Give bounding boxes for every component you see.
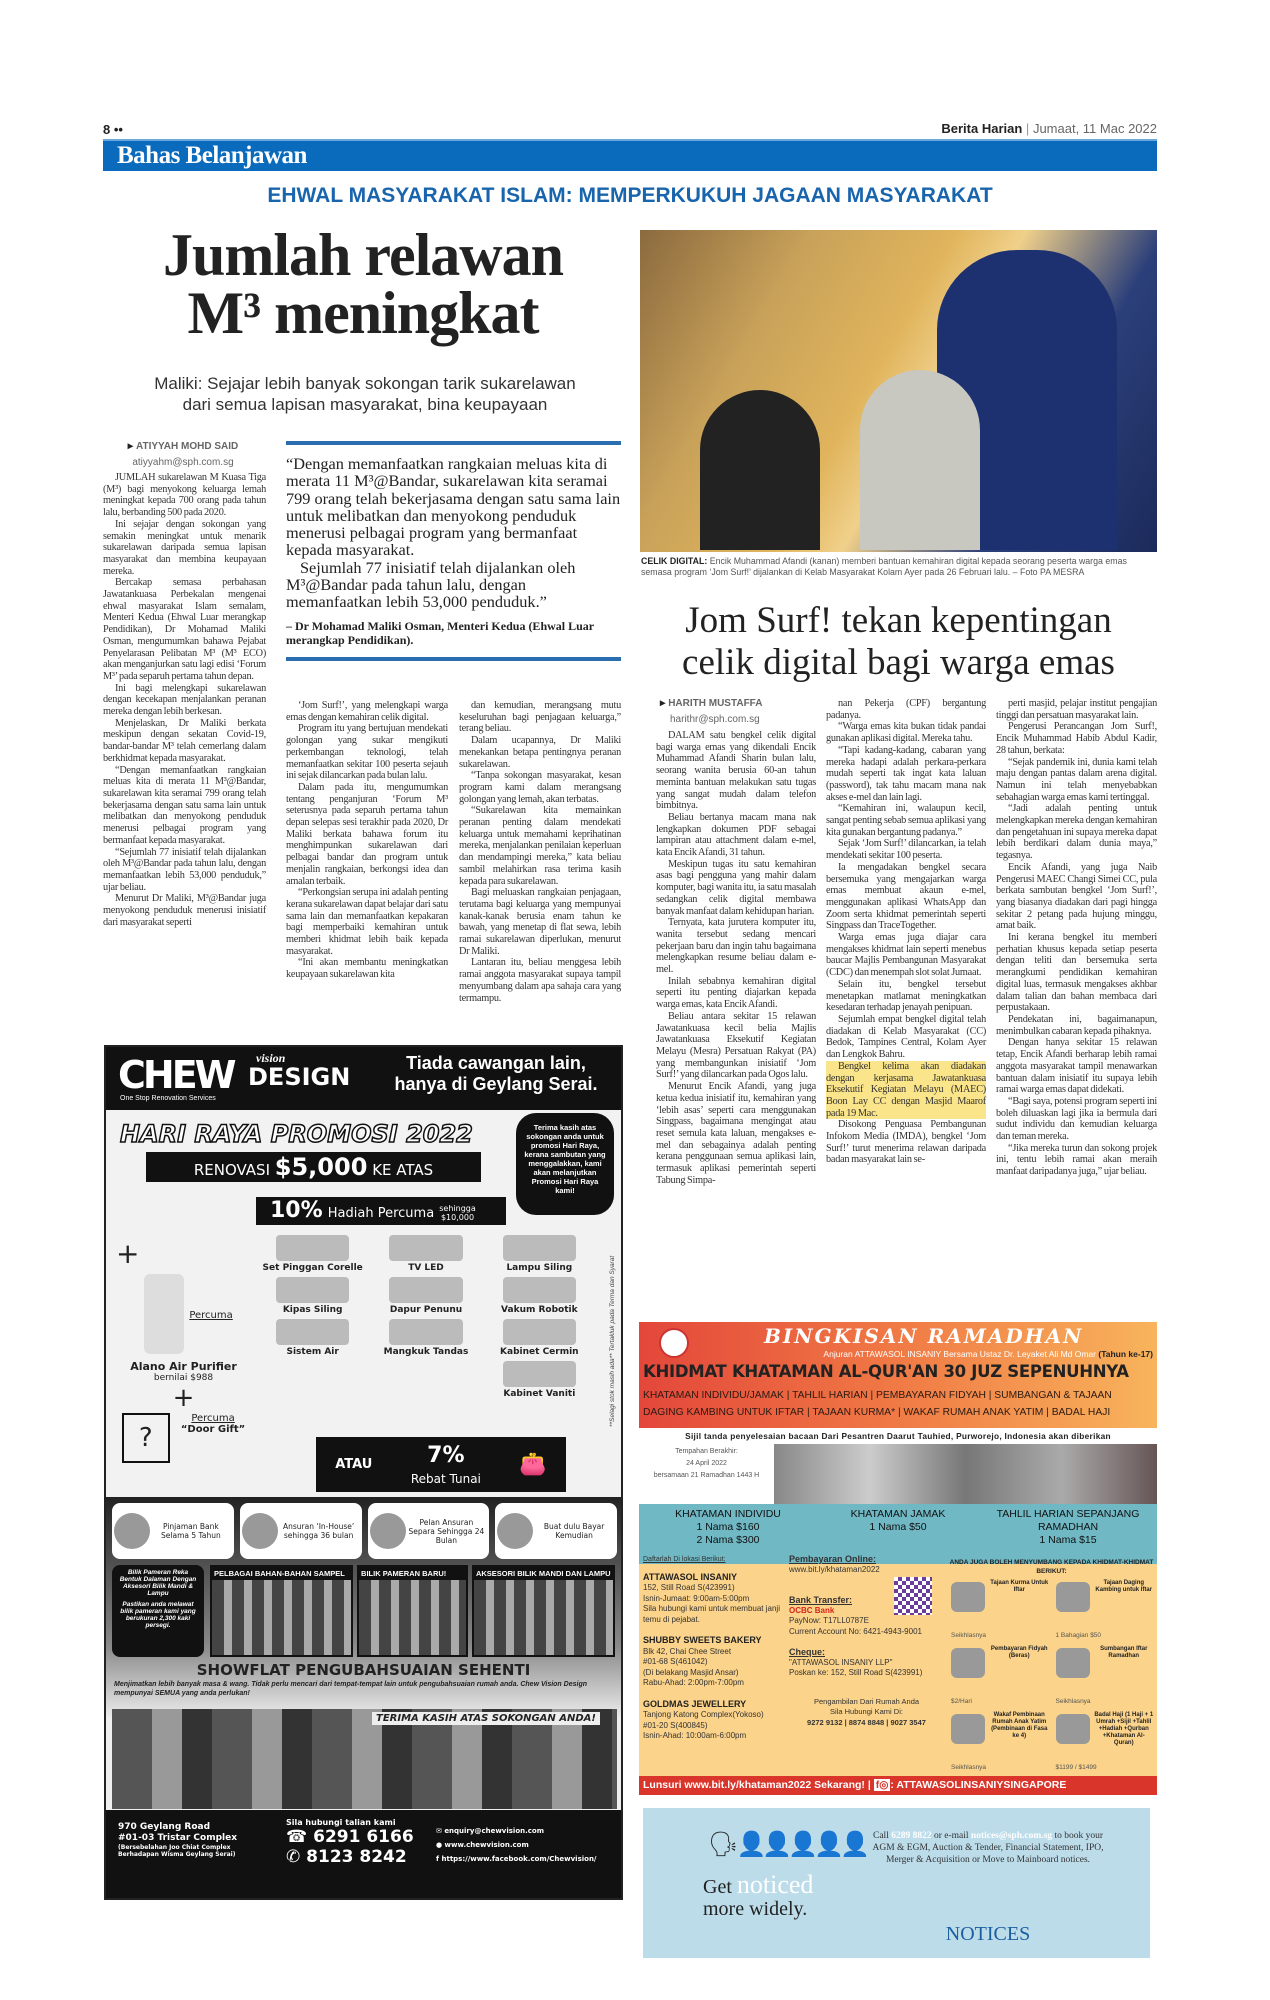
qr-code[interactable] bbox=[894, 1577, 932, 1615]
issue-date: Jumaat, 11 Mac 2022 bbox=[1032, 121, 1157, 136]
donation-icon bbox=[1056, 1714, 1090, 1744]
gift-banner: 10% Hadiah Percuma sehingga $10,000 bbox=[256, 1197, 506, 1225]
donation-icon bbox=[951, 1714, 985, 1744]
paragraph: Menurut Encik Afandi, yang juga ketua kedua inisiatif itu, kemahiran yang ‘lebih asas’ seperti cara menggunakan Singpass, bagaimana mengingat atau reset semula kata laluan, mengakses e-mel dan sebagainya adalah penting kerana penggunaan semua aplikasi lain, termasuk aplikasi pemerintah seperti Tabung Simpa- bbox=[656, 1081, 816, 1186]
paragraph: Bercakap semasa perbahasan Jawatankuasa Perbekalan mengenai ehwal masyarakat Islam semalam, Menteri Kedua (Ehwal Luar merangkap Pendidikan), Dr Mohamad Maliki Osman, mengumumkan bahawa Pejabat Penyelarasan Pelibatan M³ (M³ ECO) akan menganjurkan satu lagi edisi ‘Forum M³’ pada separuh pertama tahun depan. bbox=[103, 577, 266, 682]
gift-item: Kabinet Vaniti bbox=[483, 1361, 596, 1399]
ramadhan-footer: Lunsuri www.bit.ly/khataman2022 Sekarang! | f◎ : ATTAWASOLINSANIYSINGAPORE bbox=[639, 1776, 1157, 1795]
chew-contact-footer bbox=[106, 1810, 621, 1898]
highlighted-paragraph: Bengkel kelima akan diadakan dengan kerjasama Jawatankuasa Eksekutif Kegiatan Melayu (MAEC) Boon Lay CC dengan Masjid Maarof pada 19 Mac. bbox=[826, 1060, 986, 1119]
article-1-col-1 bbox=[103, 472, 266, 928]
paragraph: Pengerusi Perancangan Jom Surf!, Encik Muhammad Habib Abdul Kadir, 28 tahun, berkata: bbox=[996, 721, 1157, 756]
paragraph: Program itu yang bertujuan mendekati golongan yang sukar mengikuti perkembangan teknologi, telah memanfaatkan sekitar 100 peserta sejauh ini sejak dilancarkan pada bulan lalu. bbox=[286, 723, 448, 782]
donation-option: Badal Haji (1 Haji + 1 Umrah +Sijil +Tahlil +Hadiah +Qurban +Khataman Al-Quran) $1199 / $1499 bbox=[1055, 1712, 1154, 1771]
facebook-icon: f bbox=[436, 1855, 440, 1863]
page-number-text: 8 bbox=[103, 122, 111, 137]
topic-header: EHWAL MASYARAKAT ISLAM: MEMPERKUKUH JAGAAN MASYARAKAT bbox=[267, 184, 993, 207]
photo-person-left bbox=[700, 390, 820, 550]
door-gift-label: “Door Gift” bbox=[180, 1424, 246, 1435]
gift-item: Set Pinggan Corelle bbox=[256, 1235, 369, 1273]
chew-phones: Sila hubungi talian kami ☎ 6291 6166 ✆ 8123 8242 bbox=[286, 1818, 414, 1867]
phone-icon: ☎ bbox=[286, 1827, 308, 1847]
globe-icon: ● bbox=[436, 1841, 443, 1849]
article-1-col-3 bbox=[459, 700, 621, 1004]
gift-item-image bbox=[276, 1277, 349, 1303]
notices-body: Call 6289 8822 or e-mail notices@sph.com.sg to book your AGM & EGM, Auction & Tender, Financial Statement, IPO, Merger & Acquisition or Move to Mainboard notices. bbox=[872, 1831, 1104, 1865]
services-line-2: DAGING KAMBING UNTUK IFTAR | TAJAAN KURMA* | WAKAF RUMAH ANAK YATIM | BADAL HAJI bbox=[643, 1407, 1111, 1418]
article-1-byline bbox=[103, 440, 263, 470]
gift-item: Lampu Siling bbox=[483, 1235, 596, 1273]
ramadhan-headline: KHIDMAT KHATAMAN AL-QUR'AN 30 JUZ SEPENUHNYA bbox=[643, 1362, 1129, 1381]
chew-logo-script: vision bbox=[256, 1051, 286, 1065]
headline-line-1: Jom Surf! tekan kepentingan bbox=[685, 600, 1112, 641]
rebate-banner: ATAU 7% Rebat Tunai 👛 bbox=[316, 1437, 566, 1492]
gift-item-image bbox=[276, 1235, 349, 1261]
pull-quote bbox=[286, 441, 621, 661]
gift-item-image bbox=[276, 1319, 349, 1345]
quote-rule-top bbox=[286, 441, 621, 445]
chew-tagline: One Stop Renovation Services bbox=[120, 1095, 216, 1102]
email-link[interactable]: ✉ enquiry@chewvision.com bbox=[436, 1827, 545, 1835]
gallery-panel: BILIK PAMERAN BARU! bbox=[357, 1565, 468, 1657]
paragraph: Bagi meluaskan rangkaian penjagaan, terutama bagi keluarga yang mempunyai kanak-kanak berusia enam tahun ke bawah, yang menetap di flat sewa, lebih ramai sukarelawan diperlukan, menurut Dr Maliki. bbox=[459, 887, 621, 957]
plan-icon bbox=[497, 1513, 533, 1549]
facebook-instagram-icons: f◎ bbox=[875, 1779, 889, 1791]
quote-text: “Dengan memanfaatkan rangkaian meluas kita di merata 11 M³@Bandar, sukarelawan kita seramai 799 orang telah bekerjasama dengan satu sama lain untuk melibatkan dan menyokong penduduk menerusi pelbagai program yang bermanfaat kepada masyarakat. Sejumlah 77 inisiatif telah dijalankan oleh M³@Bandar pada tahun lalu, dengan memanfaatkan lebih 53,000 penduduk.” bbox=[286, 454, 621, 612]
paragraph: “Bagi saya, potensi program seperti ini boleh diluaskan lagi jika ia bermula dari sudut individu dan kemudian keluarga dan teman mereka. bbox=[996, 1095, 1157, 1143]
paragraph: “Dengan memanfaatkan rangkaian meluas kita di merata 11 M³@Bandar, sukarelawan kita seramai 799 orang telah bekerjasama dengan satu sama lain untuk melibatkan dan menyokong penduduk menerusi pelbagai program yang bermanfaat kepada masyarakat. bbox=[103, 764, 266, 846]
bingkisan-ramadhan-ad bbox=[639, 1322, 1157, 1795]
gift-item: Vakum Robotik bbox=[483, 1277, 596, 1315]
gift-items-grid bbox=[256, 1235, 596, 1399]
org-logo bbox=[659, 1328, 689, 1358]
payment-plans-row bbox=[112, 1503, 617, 1559]
promo-title: HARI RAYA PROMOSI 2022 bbox=[120, 1120, 473, 1148]
notices-tagline: Get noticed more widely. bbox=[703, 1870, 814, 1920]
headline-line-2: M³ meningkat bbox=[187, 280, 539, 346]
paragraph: “Sukarelawan kita memainkan peranan penting dalam mendekati keluarga untuk memahami keprihatinan mereka, menjalankan penilaian keperluan dan mendampingi mereka,” kata beliau sambil melahirkan rasa terima kasih kepada para sukarelawan. bbox=[459, 805, 621, 887]
donation-options: ANDA JUGA BOLEH MENYUMBANG KEPADA KHIDMAT-KHIDMAT BERIKUT: Tajaan Kurma Untuk Iftar Seikhlasnya Tajaan Daging Kambing untuk Iftar 1 Bahagian $50 Pembayaran Fidyah (Beras) $2/Hari Sumbangan Iftar Ramadhan Seikhlasnya Wakaf Pembinaan Rumah Anak Yatim (Pembinaan di Fasa ke 4) Seikhlasnya Badal Haji (1 Haji + 1 Umrah +Sijil +Tahlil +Hadiah +Qurban +Khataman Al-Quran) $1199 / $1499 bbox=[949, 1558, 1154, 1774]
chew-vision-ad bbox=[104, 1045, 623, 1900]
thanks-banner: TERIMA KASIH ATAS SOKONGAN ANDA! bbox=[372, 1712, 600, 1725]
article-2-col-3 bbox=[996, 698, 1157, 1178]
paragraph: Menurut Dr Maliki, M³@Bandar juga menyokong penduduk menerusi inisiatif dari masyarakat seperti bbox=[103, 893, 266, 928]
payment-plan: Pinjaman Bank Selama 5 Tahun bbox=[112, 1503, 234, 1559]
paragraph: Sejak ‘Jom Surf!’ dilancarkan, ia telah mendekati sekitar 100 peserta. bbox=[826, 838, 986, 862]
plan-icon bbox=[242, 1513, 278, 1549]
pickup-phones: 9272 9132 | 8874 8848 | 9027 3547 bbox=[807, 1717, 926, 1727]
donation-option: Sumbangan Iftar Ramadhan Seikhlasnya bbox=[1055, 1646, 1148, 1705]
paragraph: Selain itu, bengkel tersebut menetapkan matlamat meningkatkan kesedaran terhadap jenayah penipuan. bbox=[826, 978, 986, 1014]
notices-phone: 6289 8822 bbox=[891, 1831, 932, 1841]
author-email: harithr@sph.com.sg bbox=[670, 714, 760, 725]
donation-icon bbox=[951, 1648, 985, 1678]
showflat-subtitle: Menjimatkan lebih banyak masa & wang. Tidak perlu mencari dari tempat-tempat lain untuk pengubahsuaian rumah anda. Chew Vision Design mempunyai SEMUA yang anda perlukan! bbox=[114, 1681, 587, 1697]
air-purifier-image bbox=[144, 1274, 184, 1354]
article-2-byline bbox=[660, 697, 810, 727]
percuma-label: Percuma bbox=[191, 1413, 235, 1424]
gift-item-image bbox=[503, 1277, 576, 1303]
ramadhan-header bbox=[639, 1322, 1157, 1428]
photo-caption: CELIK DIGITAL: Encik Muhammad Afandi (kanan) memberi bantuan kemahiran digital kepada seorang peserta warga emas semasa program ‘Jom Surf!’ dijalankan di Kelab Masyarakat Kolam Ayer pada 26 Februari lalu. – Foto PA MESRA bbox=[641, 556, 1127, 577]
signup-link[interactable]: Lunsuri www.bit.ly/khataman2022 Sekarang! | bbox=[643, 1779, 871, 1791]
program-photos bbox=[774, 1444, 1157, 1504]
plan-icon bbox=[114, 1513, 150, 1549]
photo-person-elder bbox=[860, 370, 980, 550]
gift-item-image bbox=[503, 1361, 576, 1387]
register-location: GOLDMAS JEWELLERY Tanjong Katong Complex(Yokoso) #01-20 S(400845) Isnin-Ahad: 10:00am-6:00pm bbox=[643, 1698, 764, 1740]
gift-item: Sistem Air bbox=[256, 1319, 369, 1357]
notices-brand: NOTICES bbox=[945, 1923, 1031, 1945]
author-name: ▸ HARITH MUSTAFFA bbox=[660, 697, 763, 709]
gift-item-image bbox=[503, 1235, 576, 1261]
online-payment-link[interactable]: www.bit.ly/khataman2022 bbox=[789, 1564, 880, 1574]
page-number: 8 •• bbox=[103, 122, 123, 137]
showflat-title: SHOWFLAT PENGUBAHSUAIAN SEHENTI bbox=[196, 1661, 531, 1679]
customer-photos bbox=[112, 1709, 617, 1809]
payment-info: Pembayaran Online: www.bit.ly/khataman2022 Bank Transfer: OCBC Bank PayNow: T17LL0787E Current Account No: 6421-4943-9001 Cheque: "ATTAWASOL INSANIY LLP" Poskan ke: 152, Still Road S(423991) Pengambilan Dari Rumah Anda Sila Hubungi Kami Di: 9272 9132 | 8874 8848 | 9027 3547 bbox=[789, 1554, 944, 1728]
showroom-gallery bbox=[210, 1565, 615, 1657]
donation-icon bbox=[1056, 1648, 1090, 1678]
paragraph: “Sejumlah 77 inisiatif telah dijalankan oleh M³@Bandar pada tahun lalu, dengan memanfaatkan lebih 53,000 penduduk,” ujar beliau. bbox=[103, 846, 266, 893]
ocbc-logo: OCBC Bank bbox=[789, 1605, 835, 1615]
chew-slogan: Tiada cawangan lain, hanya di Geylang Serai. bbox=[394, 1053, 598, 1094]
article-2-col-1 bbox=[656, 730, 816, 1186]
headline-line-2: celik digital bagi warga emas bbox=[682, 642, 1115, 683]
renovasi-banner: RENOVASI $5,000 KE ATAS bbox=[146, 1152, 481, 1182]
donation-option: Wakaf Pembinaan Rumah Anak Yatim (Pembinaan di Fasa ke 4) Seikhlasnya bbox=[951, 1712, 1048, 1771]
gift-item: Mangkuk Tandas bbox=[369, 1319, 482, 1357]
showroom-note: Bilik Pameran Reka Bentuk Dalaman Dengan Aksesori Bilik Mandi & Lampu Pastikan anda melawat bilik pameran kami yang berukuran 2,300 kaki persegi. bbox=[112, 1565, 204, 1657]
services-line-1: KHATAMAN INDIVIDU/JAMAK | TAHLIL HARIAN | PEMBAYARAN FIDYAH | SUMBANGAN & TAJAAN bbox=[643, 1390, 1112, 1401]
article-2-col-2 bbox=[826, 698, 986, 1166]
gift-item: Kabinet Cermin bbox=[483, 1319, 596, 1357]
paragraph: Ternyata, kata jurutera komputer itu, wanita tersebut sedang mencari pekerjaan baru dan ingin tahu bagaimana melengkapkan resume beliau dalam e-mel. bbox=[656, 917, 816, 976]
article-1-deck: Maliki: Sejajar lebih banyak sokongan tarik sukarelawan dari semua lapisan masyarakat, bina keupayaan bbox=[154, 374, 576, 414]
paragraph: “Warga emas kita bukan tidak pandai gunakan aplikasi digital. Mereka tahu. bbox=[826, 721, 986, 745]
article-1-headline bbox=[103, 222, 623, 346]
gift-item-image bbox=[389, 1277, 462, 1303]
paragraph: Beliau antara sekitar 15 relawan Jawatankuasa kecil belia Majlis Jawatankuasa Eksekutif Kegiatan Melayu (Mesra) Persatuan Rakyat (PA) yang membangunkan inisiatif ‘Jom Surf!’ yang dilancarkan pada Ogos lalu. bbox=[656, 1010, 816, 1081]
chew-top-bar bbox=[106, 1047, 621, 1110]
paragraph: Pendekatan ini, bagaimanapun, menimbulkan cabaran kepada pihaknya. bbox=[996, 1013, 1157, 1037]
paragraph: “Sejak pandemik ini, dunia kami telah maju dengan pantas dalam arena digital. Namun ini telah menyebabkan sebahagian warga emas kami tertinggal. bbox=[996, 756, 1157, 803]
gift-item: Kipas Siling bbox=[256, 1277, 369, 1315]
paragraph: “Tanpa sokongan masyarakat, kesan program kami dalam merangsang golongan yang lemah, akan terbatas. bbox=[459, 770, 621, 805]
plus-icon: + bbox=[116, 1237, 140, 1270]
paper-name: Berita Harian bbox=[941, 121, 1023, 136]
facebook-link[interactable]: f https://www.facebook.com/Chewvision/ bbox=[436, 1855, 597, 1863]
price-option: KHATAMAN INDIVIDU 1 Nama $160 2 Nama $300 bbox=[675, 1508, 781, 1546]
section-bar bbox=[103, 139, 1157, 171]
paragraph: Lantaran itu, beliau menggesa lebih ramai anggota masyarakat supaya tampil menyumbang dalam apa sahaja cara yang termampu. bbox=[459, 957, 621, 1004]
article-photo bbox=[640, 230, 1157, 552]
paragraph: Dalam ucapannya, Dr Maliki menekankan betapa pentingnya peranan sukarelawan. bbox=[459, 735, 621, 770]
gift-box-icon: ? bbox=[122, 1413, 170, 1463]
thanks-badge: Terima kasih atas sokongan anda untuk promosi Hari Raya, kerana sambutan yang menggalakkan, kami akan melanjutkan Promosi Hari Raya kami! bbox=[516, 1113, 614, 1215]
section-title: Bahas Belanjawan bbox=[117, 142, 307, 169]
payment-plan: Pelan Ansuran Separa Sehingga 24 Bulan bbox=[368, 1503, 490, 1559]
quote-rule-bottom bbox=[286, 657, 621, 661]
paragraph: Encik Afandi, yang juga Naib Pengerusi MAEC Changi Simei CC, pula berkata sambutan bengkel ‘Jom Surf!’, yang biasanya diadakan dari pagi hingga sekitar 2 petang pada hujung minggu, amat baik. bbox=[996, 861, 1157, 932]
website-link[interactable]: ● www.chewvision.com bbox=[436, 1841, 529, 1849]
organiser: Anjuran ATTAWASOL INSANIY Bersama Ustaz Dr. Leyaket Ali Md Omar (Tahun ke-17) bbox=[823, 1349, 1153, 1359]
author-email: atiyyahm@sph.com.sg bbox=[132, 457, 234, 468]
chew-logo: CHEW bbox=[118, 1053, 234, 1097]
paragraph: Meskipun tugas itu satu kemahiran asas bagi pengguna yang mahir dalam komputer, bagi wanita itu, ia satu masalah sedangkan celik digital membawa banyak manfaat dalam kehidupan harian. bbox=[656, 858, 816, 917]
whatsapp-number: ✆ 8123 8242 bbox=[286, 1847, 407, 1867]
paragraph: “Perkongsian serupa ini adalah penting kerana sukarelawan dapat belajar dari satu sama lain dan memanfaatkan kepakaran bagi memperbaiki kemahiran untuk memberi khidmat lebih baik kepada masyarakat. bbox=[286, 887, 448, 957]
chew-logo-design: DESIGN bbox=[248, 1063, 351, 1091]
certificate-note: Sijil tanda penyelesaian bacaan Dari Pesantren Daarut Tauhied, Purworejo, Indonesia akan diberikan bbox=[639, 1428, 1157, 1444]
gallery-panel: AKSESORI BILIK MANDI DAN LAMPU bbox=[472, 1565, 615, 1657]
percuma-label: Percuma bbox=[189, 1310, 233, 1321]
mail-icon: ✉ bbox=[436, 1827, 442, 1835]
headline-line-1: Jumlah relawan bbox=[163, 222, 563, 288]
article-1-col-2 bbox=[286, 700, 448, 981]
paragraph: Ini kerana bengkel itu memberi perhatian khusus kepada setiap peserta dengan teliti dan bersemuka serta merangkumi pendidikan kemahiran digital luas, termasuk mengakses akhbar dalam talian dan bahan membaca dari perpustakaan. bbox=[996, 932, 1157, 1014]
paragraph: “Jadi adalah penting untuk melengkapkan mereka dengan kemahiran dan pengetahuan ini supaya mereka dapat lebih berdikari dalam dunia maya,” tegasnya. bbox=[996, 803, 1157, 862]
author-name: ▸ ATIYYAH MOHD SAID bbox=[127, 440, 239, 452]
paragraph: ‘Jom Surf!’, yang melengkapi warga emas dengan kemahiran celik digital. bbox=[286, 700, 448, 723]
paragraph: Dengan hanya sekitar 15 relawan tetap, Encik Afandi berharap lebih ramai anggota masyarakat tampil menawarkan bantuan dalam inisiatif itu supaya lebih ramai warga emas dapat didekati. bbox=[996, 1037, 1157, 1096]
chew-online bbox=[436, 1824, 597, 1866]
paragraph: “Tapi kadang-kadang, cabaran yang mereka hadapi adalah perkara-perkara mudah seperti tak ingat kata laluan (password), tak tahu macam mana nak akses e-mel dan lain lagi. bbox=[826, 744, 986, 803]
purifier-value: bernilai $988 bbox=[153, 1373, 214, 1383]
gift-item-image bbox=[503, 1319, 576, 1345]
paragraph: Menjelaskan, Dr Maliki berkata meskipun dengan sekatan Covid-19, bandar-bandar M³ telah cemerlang dalam berkhidmat kepada masyarakat. bbox=[103, 717, 266, 764]
donation-option: Tajaan Daging Kambing untuk Iftar 1 Bahagian $50 bbox=[1055, 1580, 1153, 1639]
sph-notices-ad bbox=[643, 1808, 1150, 1958]
paragraph: Beliau bertanya macam mana nak lengkapkan dokumen PDF sebagai lampiran atau attachment dalam e-mel, kata Encik Afandi, 31 tahun. bbox=[656, 811, 816, 859]
paragraph: perti masjid, pelajar institut pengajian tinggi dan persatuan masyarakat lain. bbox=[996, 698, 1157, 721]
paragraph: Inilah sebabnya kemahiran digital seperti itu penting diajarkan kepada warga emas, kata Encik Afandi. bbox=[656, 975, 816, 1011]
paragraph: DALAM satu bengkel celik digital bagi warga emas yang dikendali Encik Muhammad Afandi Sharin bulan lalu, seorang wanita berusia 60-an tahun meminta bantuan melakukan satu tugas yang sangat mudah dalam telefon bimbitnya. bbox=[656, 730, 816, 812]
purifier-name: Alano Air Purifier bbox=[130, 1360, 237, 1373]
paragraph: Dalam pada itu, mengumumkan tentang penganjuran ‘Forum M³ seterusnya pada separuh pertama tahun depan selepas sesi terakhir pada 2020, Dr Maliki berkata bahawa forum itu menghimpunkan sukarelawan dari pelbagai bandar dan program untuk menjalin rangkaian, berkongsi idea dan amalan terbaik. bbox=[286, 781, 448, 887]
payment-plan: Buat dulu Bayar Kemudian bbox=[495, 1503, 617, 1559]
paragraph: dan kemudian, merangsang mutu keseluruhan bagi penjagaan keluarga,” terang beliau. bbox=[459, 700, 621, 735]
plus-icon: + bbox=[172, 1383, 195, 1413]
whatsapp-icon: ✆ bbox=[286, 1847, 301, 1867]
paragraph: Warga emas juga diajar cara mengakses khidmat lain seperti menebus baucar Majlis Pembangunan Masyarakat (CDC) dan menempah slot solat Jumaat. bbox=[826, 932, 986, 979]
article-2-headline bbox=[640, 600, 1157, 684]
gift-item: Dapur Penunu bbox=[369, 1277, 482, 1315]
plan-icon bbox=[370, 1513, 406, 1549]
register-location: ATTAWASOL INSANIY 152, Still Road S(423991) Isnin-Jumaat: 9:00am-5:00pm Sila hubungi kami untuk membuat janji temu di pejabat. bbox=[643, 1571, 780, 1624]
paragraph: “Jika mereka turun dan sokong projek ini, tentu lebih ramai akan meraih manfaat daripadanya juga,” ujar beliau. bbox=[996, 1142, 1157, 1178]
register-location: SHUBBY SWEETS BAKERY Blk 42, Chai Chee Street #01-68 S(461042) (Di belakang Masjid Ansar) Rabu-Ahad: 2:00pm-7:00pm bbox=[643, 1635, 762, 1687]
register-locations: Daftarlah Di lokasi Berikut: ATTAWASOL INSANIY 152, Still Road S(423991) Isnin-Jumaat: 9:00am-5:00pm Sila hubungi kami untuk membuat janji temu di pejabat. SHUBBY SWEETS BAKERY Blk 42, Chai Chee Street #01-68 S(461042) (Di belakang Masjid Ansar) Rabu-Ahad: 2:00pm-7:00pm GOLDMAS JEWELLERY Tanjong Katong Complex(Yokoso) #01-20 S(400845) Isnin-Ahad: 10:00am-6:00pm bbox=[643, 1555, 788, 1752]
paragraph: “Ini akan membantu meningkatkan keupayaan sukarelawan kita bbox=[286, 957, 448, 981]
payment-plan: Ansuran ‘In-House’ sehingga 36 bulan bbox=[240, 1503, 362, 1559]
donation-option: Pembayaran Fidyah (Beras) $2/Hari bbox=[951, 1646, 1048, 1705]
paragraph: nan Pekerja (CPF) bergantung padanya. bbox=[826, 698, 986, 721]
price-option: TAHLIL HARIAN SEPANJANG RAMADHAN 1 Nama $15 bbox=[996, 1508, 1140, 1546]
paragraph: Disokong Penguasa Pembangunan Infokom Media (IMDA), bengkel ‘Jom Surf!’ turut menerima relawan daripada badan masyarakat lain se- bbox=[826, 1119, 986, 1166]
donation-icon bbox=[1056, 1582, 1090, 1612]
gift-item: TV LED bbox=[369, 1235, 482, 1273]
notices-email[interactable]: notices@sph.com.sg bbox=[970, 1831, 1053, 1841]
donation-icon bbox=[951, 1582, 985, 1612]
phone-number: ☎ 6291 6166 bbox=[286, 1827, 414, 1847]
gallery-panel: PELBAGAI BAHAN-BAHAN SAMPEL bbox=[210, 1565, 353, 1657]
megaphone-crowd-icon: 🗣 👤👤👤👤👤 bbox=[708, 1832, 866, 1858]
wallet-cash-icon: 👛 bbox=[519, 1452, 547, 1477]
gift-item-image bbox=[389, 1235, 462, 1261]
quote-attribution: – Dr Mohamad Maliki Osman, Menteri Kedua (Ehwal Luar merangkap Pendidikan). bbox=[286, 618, 594, 647]
donation-option: Tajaan Kurma Untuk Iftar Seikhlasnya bbox=[951, 1580, 1049, 1639]
stock-note: **Selagi stok masih ada** Tertakluk pada Terma dan Syarat bbox=[609, 1255, 616, 1427]
paragraph: JUMLAH sukarelawan M Kuasa Tiga (M³) bagi menyokong keluarga lemah meningkat kepada 700 orang pada tahun lalu, berbanding 500 pada 2020. bbox=[103, 472, 266, 519]
paragraph: Sejumlah empat bengkel digital telah diadakan di Kelab Masyarakat (CC) Bedok, Tampines Central, Kolam Ayer dan Lengkok Bahru. bbox=[826, 1013, 986, 1061]
chew-address: 970 Geylang Road #01-03 Tristar Complex (Bersebelahan Joo Chiat Complex Berhadapan Wisma Geylang Serai) bbox=[118, 1822, 238, 1858]
purifier-offer bbox=[116, 1237, 251, 1463]
masthead: Berita Harian | Jumaat, 11 Mac 2022 bbox=[941, 121, 1157, 136]
paragraph: Ini sejajar dengan sokongan yang semakin meningkat untuk menarik sukarelawan daripada semua lapisan masyarakat dan membina keupayaan mereka. bbox=[103, 518, 266, 577]
paragraph: Ini bagi melengkapi sukarelawan dengan kecekapan menjalankan peranan mereka dengan lebih berkesan. bbox=[103, 682, 266, 718]
paragraph: “Kemahiran ini, walaupun kecil, sangat penting sebab semua aplikasi yang kita gunakan bergantung padanya.” bbox=[826, 803, 986, 838]
price-option: KHATAMAN JAMAK 1 Nama $50 bbox=[850, 1508, 946, 1533]
ramadhan-title: BINGKISAN RAMADHAN bbox=[764, 1324, 1084, 1348]
booking-deadline: Tempahan Berakhir: 24 April 2022 bersamaan 21 Ramadhan 1443 H bbox=[653, 1448, 760, 1479]
gift-item-image bbox=[389, 1319, 462, 1345]
paragraph: Ia mengadakan bengkel secara bersemuka yang mengajarkan warga emas membuat akaun e-mel, menggunakan aplikasi WhatsApp dan Zoom serta khidmat pemerintah seperti Singpass dan TraceTogether. bbox=[826, 861, 986, 932]
